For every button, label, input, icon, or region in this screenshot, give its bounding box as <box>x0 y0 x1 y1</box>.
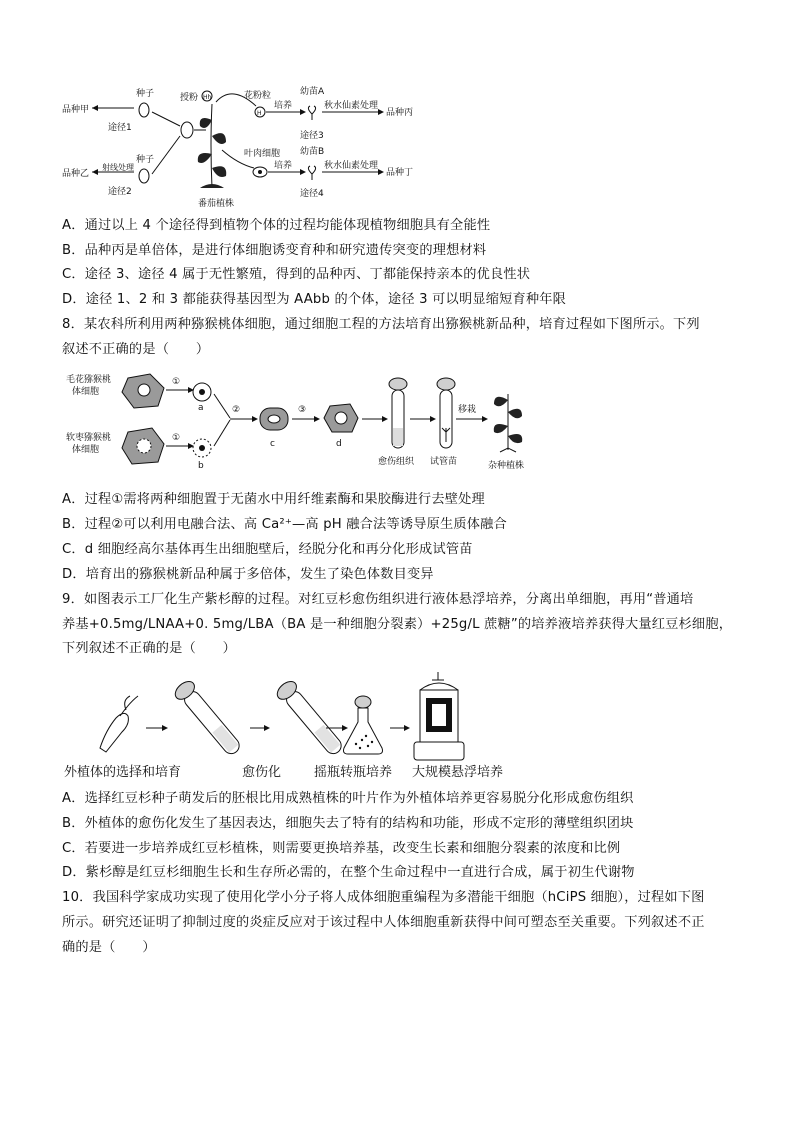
q9-stem-line1: 9．如图表示工厂化生产紫杉醇的过程。对红豆杉愈伤组织进行液体悬浮培养，分离出单细胞，再用“普通培 <box>62 592 694 607</box>
reactor-motor-icon <box>432 672 444 680</box>
path1-label: 途径1 <box>108 123 132 133</box>
path3-label: 途径3 <box>300 131 324 141</box>
seed-top-label: 种子 <box>136 89 155 99</box>
arrow-head <box>188 443 194 449</box>
merge-line-bottom <box>214 420 230 446</box>
culture-bottom-label: 培养 <box>274 161 293 171</box>
step1-bottom-label: ① <box>172 433 181 443</box>
leaf-icon <box>494 424 508 433</box>
arrow-head <box>378 109 384 115</box>
colchicine-top-label: 秋水仙素处理 <box>324 101 379 111</box>
arrow-head <box>378 169 384 175</box>
tube-seedling-label: 试管苗 <box>430 457 458 467</box>
line-fruit-seed-top <box>152 112 180 126</box>
step3-label: 摇瓶转瓶培养 <box>314 765 393 780</box>
callus-label: 愈伤组织 <box>378 457 415 467</box>
seedling-a-label: 幼苗A <box>300 87 325 97</box>
q9-option-a: A．选择红豆杉种子萌发后的胚根比用成熟植株的叶片作为外植体培养更容易脱分化形成愈伤组织 <box>62 791 634 806</box>
medium-icon <box>393 428 403 446</box>
seed-top-icon <box>139 103 149 117</box>
reactor-base-icon <box>414 742 464 760</box>
kiwi-fusion-figure <box>60 370 550 482</box>
tube-seedling-icon <box>442 428 450 442</box>
arrow-head <box>252 416 258 422</box>
q8-stem-line2: 叙述不正确的是（ ） <box>62 342 210 357</box>
q10-stem-line2: 所示。研究还证明了抑制过度的炎症反应对于该过程中人体细胞重新获得中间可塑态至关重要。下列叙述不正 <box>62 915 705 930</box>
explant-hand-icon <box>100 713 128 752</box>
q7-option-b: B．品种丙是单倍体，是进行体细胞诱变育种和研究遗传突变的理想材料 <box>62 243 487 258</box>
step1-top-label: ① <box>172 377 181 387</box>
q10-stem-line3: 确的是（ ） <box>62 940 156 955</box>
q7-option-d: D．途径 1、2 和 3 都能获得基因型为 AAbb 的个体，途径 3 可以明显缩短育种年限 <box>62 292 567 307</box>
arrow-head <box>482 416 488 422</box>
arrow-head <box>342 725 348 731</box>
flask-icon <box>344 708 383 754</box>
q8-option-b: B．过程②可以利用电融合法、高 Ca²⁺—高 pH 融合法等诱导原生质体融合 <box>62 517 507 532</box>
leaf-icon <box>198 153 212 163</box>
colchicine-bottom-label: 秋水仙素处理 <box>324 161 379 171</box>
q9-stem-line3: 下列叙述不正确的是（ ） <box>62 641 237 656</box>
radiation-label: 射线处理 <box>102 163 134 172</box>
leaf-icon <box>508 434 522 443</box>
q9-stem-line2: 养基+0.5mg/LNAA+0. 5mg/LBA（BA 是一种细胞分裂素）+25g/L 蔗糖”的培养液培养获得大量红豆杉细胞， <box>62 617 733 632</box>
cell1-label-line1: 毛花猕猴桃 <box>66 375 112 385</box>
gene-h-label: Hh <box>203 94 212 101</box>
leaf-icon <box>212 133 226 144</box>
variety-a-label: 品种甲 <box>62 105 90 115</box>
gene-cell-label: H <box>257 110 262 117</box>
line-fruit-seed-bottom <box>152 136 180 174</box>
seedling-a-icon <box>308 106 315 120</box>
arrow-head <box>300 169 306 175</box>
step4-label: 大规模悬浮培养 <box>412 765 504 780</box>
q9-option-b: B．外植体的愈伤化发生了基因表达，细胞失去了特有的结构和功能，形成不定形的薄壁组织团块 <box>62 816 634 831</box>
arrow-head <box>430 416 436 422</box>
variety-d-label: 品种丁 <box>386 168 414 178</box>
label-a: a <box>198 403 204 413</box>
label-b: b <box>198 461 204 471</box>
step3-label: ③ <box>298 405 307 415</box>
arrow-head <box>300 109 306 115</box>
seedling-b-label: 幼苗B <box>300 147 325 157</box>
breeding-pathways-figure <box>60 84 420 212</box>
q8-option-a: A．过程①需将两种细胞置于无菌水中用纤维素酶和果胶酶进行去壁处理 <box>62 492 485 507</box>
taxol-production-figure <box>60 668 530 784</box>
leaf-icon <box>494 397 508 406</box>
plant-base-icon <box>200 184 224 188</box>
q9-option-d: D．紫杉醇是红豆杉细胞生长和生存所必需的，在整个生命过程中一直进行合成，属于初生代谢物 <box>62 865 635 880</box>
fused-cell-nucleus-icon <box>268 415 280 423</box>
path4-label: 途径4 <box>300 189 324 199</box>
step1-label: 外植体的选择和培育 <box>64 765 182 780</box>
leaf-cell-label: 叶肉细胞 <box>244 149 281 159</box>
arrow-head <box>264 725 270 731</box>
flask-cap-icon <box>355 696 371 708</box>
arrow-head <box>404 725 410 731</box>
culture-top-label: 培养 <box>274 101 293 111</box>
cell1-nucleus-icon <box>138 384 150 396</box>
cell2-nucleus-icon <box>137 439 151 453</box>
label-d: d <box>336 439 342 449</box>
cell2-label-line1: 软枣猕猴桃 <box>66 433 112 443</box>
cell-d-nucleus-icon <box>335 412 347 424</box>
seed-bottom-icon <box>139 169 149 183</box>
hybrid-label: 杂种植株 <box>488 461 525 471</box>
step2-label: 愈伤化 <box>242 765 282 780</box>
transplant-label: 移栽 <box>458 405 477 415</box>
cell2-label-line2: 体细胞 <box>72 445 100 455</box>
arrow-head-b <box>92 169 98 175</box>
reactor-top-icon <box>420 683 458 690</box>
seed-bottom-label: 种子 <box>136 155 155 165</box>
nucleus-icon <box>258 170 262 174</box>
arrow-head-a <box>92 105 98 111</box>
cell1-label-line2: 体细胞 <box>72 387 100 397</box>
label-c: c <box>270 439 275 449</box>
pollination-label: 授粉 <box>180 93 199 103</box>
path2-label: 途径2 <box>108 187 132 197</box>
plant-stem-icon <box>211 104 212 188</box>
protoplast-a-nucleus-icon <box>199 389 205 395</box>
leaf-icon <box>508 409 522 418</box>
seedling-b-icon <box>308 166 315 180</box>
reactor-inner-icon <box>432 704 446 726</box>
q10-stem-line1: 10．我国科学家成功实现了使用化学小分子将人成体细胞重编程为多潜能干细胞（hCiPS 细胞），过程如下图 <box>62 890 705 905</box>
tube-cap-icon <box>389 378 407 390</box>
arrow-head <box>382 416 388 422</box>
tube1-icon <box>172 678 245 759</box>
q8-stem-line1: 8．某农科所利用两种猕猴桃体细胞，通过细胞工程的方法培育出猕猴桃新品种，培育过程如下图所示。下列 <box>62 317 700 332</box>
q8-option-d: D．培育出的猕猴桃新品种属于多倍体，发生了染色体数目变异 <box>62 567 434 582</box>
arrow-head <box>162 725 168 731</box>
variety-b-label: 品种乙 <box>62 169 90 179</box>
step2-label: ② <box>232 405 241 415</box>
q9-option-c: C．若要进一步培养成红豆杉植株，则需要更换培养基，改变生长素和细胞分裂素的浓度和比例 <box>62 841 621 856</box>
arrow-head <box>314 416 320 422</box>
explant-seedling-icon <box>120 696 138 716</box>
q7-option-a: A．通过以上 4 个途径得到植物个体的过程均能体现植物细胞具有全能性 <box>62 218 491 233</box>
fruit-icon <box>181 122 193 138</box>
q7-option-c: C．途径 3、途径 4 属于无性繁殖，得到的品种丙、丁都能保持亲本的优良性状 <box>62 267 531 282</box>
pollen-label: 花粉粒 <box>244 91 272 101</box>
tomato-label: 番茄植株 <box>198 199 235 209</box>
tube-cap-icon <box>437 378 455 390</box>
variety-c-label: 品种丙 <box>386 108 414 118</box>
tube2-icon <box>274 678 347 759</box>
merge-line-top <box>214 394 230 418</box>
protoplast-b-nucleus-icon <box>199 445 205 451</box>
q8-option-c: C．d 细胞经高尔基体再生出细胞壁后，经脱分化和再分化形成试管苗 <box>62 542 473 557</box>
leaf-icon <box>200 118 212 128</box>
leaf-icon <box>212 166 226 177</box>
